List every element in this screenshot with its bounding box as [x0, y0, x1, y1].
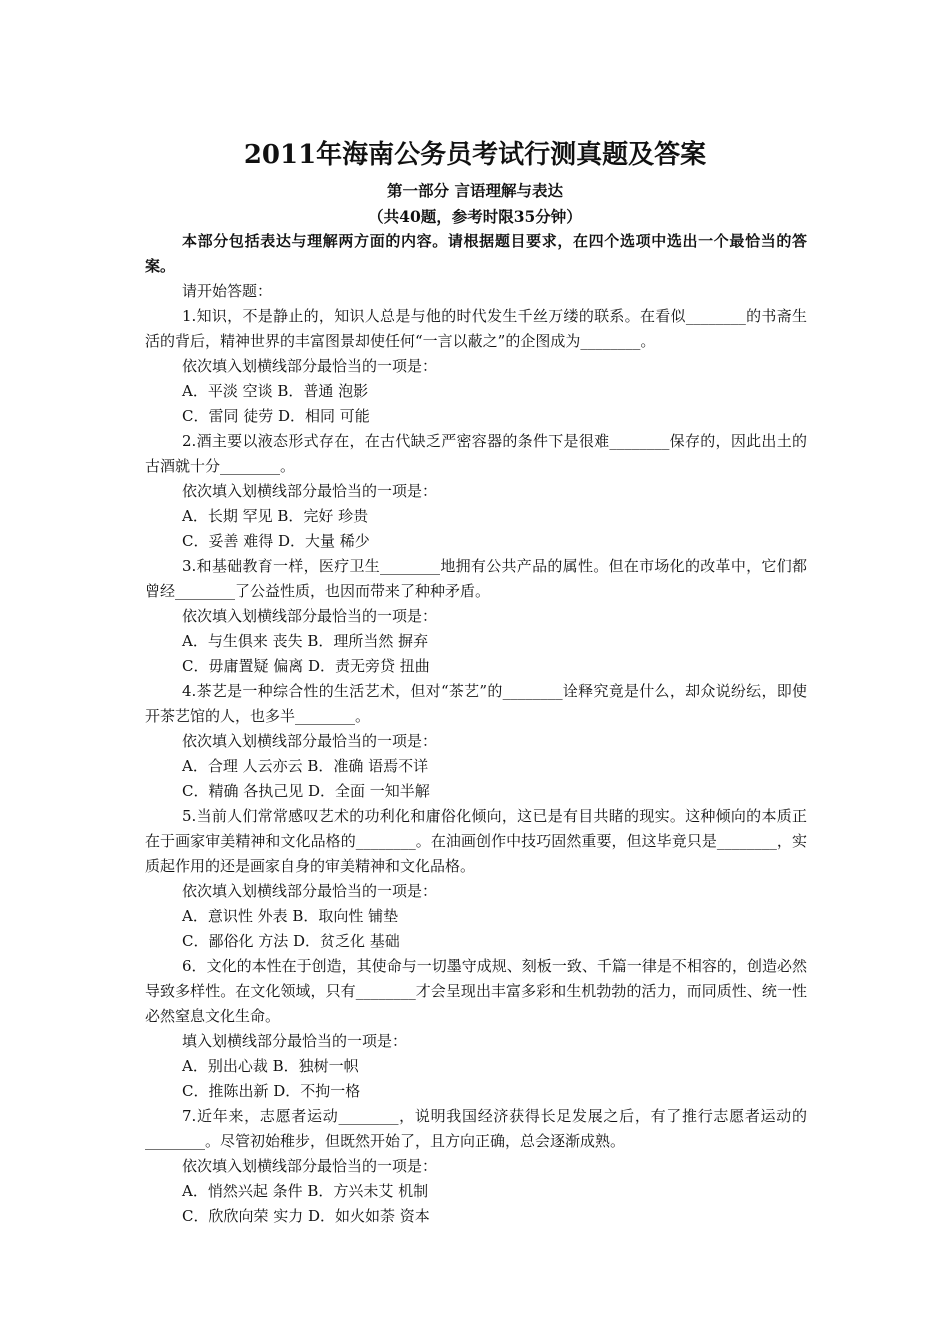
- instructions: 本部分包括表达与理解两方面的内容。请根据题目要求，在四个选项中选出一个最恰当的答案。: [145, 232, 807, 275]
- part-heading: 第一部分 言语理解与表达: [387, 181, 563, 200]
- option-line: C．妥善 难得 D．大量 稀少: [182, 532, 370, 550]
- question-stem: 6．文化的本性在于创造，其使命与一切墨守成规、刻板一致、千篇一律是不相容的，创造必然导致多样性。在文化领域，只有________才会呈现出丰富多彩和生机勃勃的活力，而同质性、统一性必然窒息文化生命。: [145, 957, 807, 1025]
- question-stem: 3.和基础教育一样，医疗卫生________地拥有公共产品的属性。但在市场化的改革中，它们都曾经________了公益性质，也因而带来了种种矛盾。: [145, 557, 807, 600]
- question-stem: 2.酒主要以液态形式存在，在古代缺乏严密容器的条件下是很难________保存的，因此出土的古酒就十分________。: [145, 432, 807, 475]
- question-prompt: 依次填入划横线部分最恰当的一项是：: [182, 882, 438, 900]
- question-stem: 1.知识，不是静止的，知识人总是与他的时代发生千丝万缕的联系。在看似________的书斋生活的背后，精神世界的丰富图景却使任何“一言以蔽之”的企图成为________。: [145, 307, 807, 350]
- option-line: C．精确 各执己见 D．全面 一知半解: [182, 782, 430, 800]
- option-line: C．推陈出新 D．不拘一格: [182, 1082, 361, 1100]
- question-6: [145, 954, 807, 1104]
- question-prompt: 依次填入划横线部分最恰当的一项是：: [182, 732, 438, 750]
- question-prompt: 填入划横线部分最恰当的一项是：: [182, 1032, 408, 1050]
- option-line: C．欣欣向荣 实力 D．如火如荼 资本: [182, 1207, 430, 1225]
- question-1: [145, 304, 807, 429]
- question-7: [145, 1104, 807, 1229]
- document-body: [145, 229, 807, 1229]
- option-line: A．与生俱来 丧失 B．理所当然 摒弃: [182, 632, 429, 650]
- option-line: A．平淡 空谈 B．普通 泡影: [182, 382, 369, 400]
- question-5: [145, 804, 807, 954]
- question-stem: 7.近年来，志愿者运动________，说明我国经济获得长足发展之后，有了推行志愿者运动的________。尽管初始稚步，但既然开始了，且方向正确，总会逐渐成熟。: [145, 1107, 807, 1150]
- option-line: A．长期 罕见 B．完好 珍贵: [182, 507, 369, 525]
- question-4: [145, 679, 807, 804]
- question-prompt: 依次填入划横线部分最恰当的一项是：: [182, 357, 438, 375]
- start-prompt: 请开始答题：: [182, 282, 273, 300]
- option-line: A．悄然兴起 条件 B．方兴未艾 机制: [182, 1182, 429, 1200]
- option-line: A．合理 人云亦云 B．准确 语焉不详: [182, 757, 429, 775]
- question-3: [145, 554, 807, 679]
- question-stem: 4.茶艺是一种综合性的生活艺术，但对“茶艺”的________诠释究竟是什么，却众说纷纭，即使开茶艺馆的人，也多半________。: [145, 682, 807, 725]
- question-prompt: 依次填入划横线部分最恰当的一项是：: [182, 1157, 438, 1175]
- option-line: A．别出心裁 B．独树一帜: [182, 1057, 359, 1075]
- option-line: C．毋庸置疑 偏离 D．责无旁贷 扭曲: [182, 657, 430, 675]
- option-line: C．鄙俗化 方法 D．贫乏化 基础: [182, 932, 400, 950]
- document-title: 2011年海南公务员考试行测真题及答案: [243, 140, 707, 170]
- question-prompt: 依次填入划横线部分最恰当的一项是：: [182, 607, 438, 625]
- part-note: （共40题，参考时限35分钟）: [368, 207, 582, 226]
- question-prompt: 依次填入划横线部分最恰当的一项是：: [182, 482, 438, 500]
- question-2: [145, 429, 807, 554]
- option-line: A．意识性 外表 B．取向性 铺垫: [182, 907, 399, 925]
- question-stem: 5.当前人们常常感叹艺术的功利化和庸俗化倾向，这已是有目共睹的现实。这种倾向的本质正在于画家审美精神和文化品格的________。在油画创作中技巧固然重要，但这毕竟只是________，实质起作用的还是画家自身的审美精神和文化品格。: [145, 807, 807, 875]
- option-line: C．雷同 徒劳 D．相同 可能: [182, 407, 370, 425]
